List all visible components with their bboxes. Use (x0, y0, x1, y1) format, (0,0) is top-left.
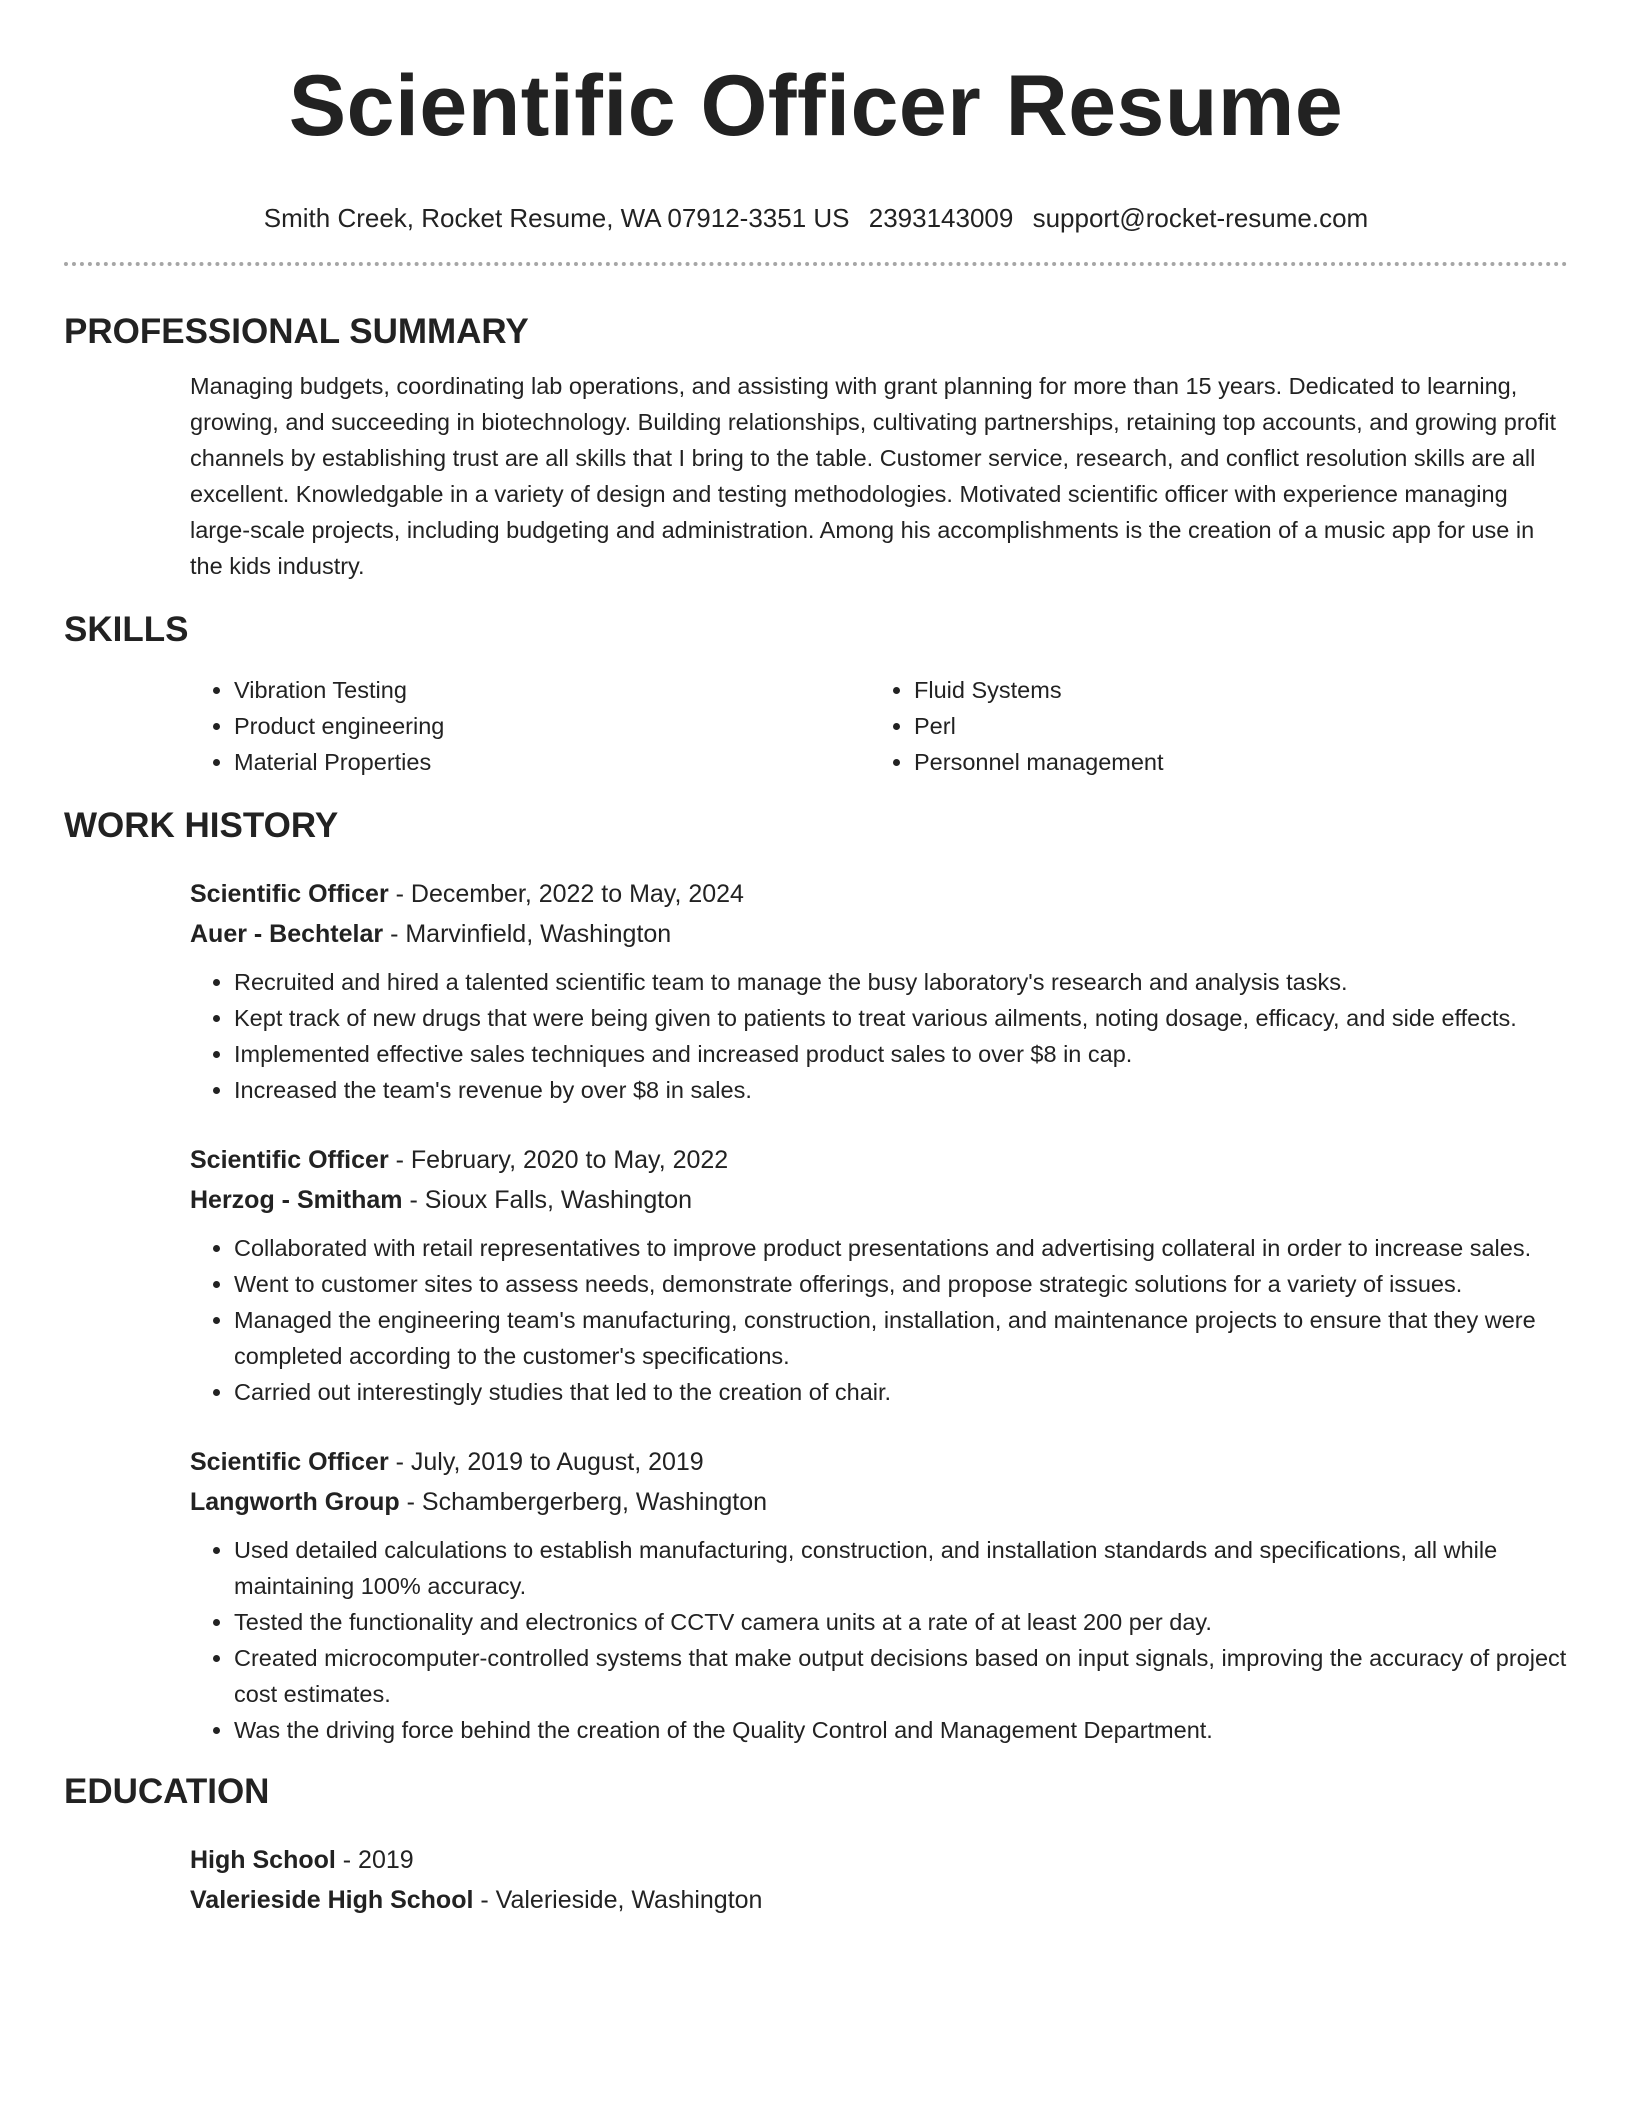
job-bullet: • Increased the team's revenue by over $8 in sales. (234, 1072, 1568, 1108)
skills-column-right (870, 672, 1550, 780)
skill-item: • Perl (914, 708, 1550, 744)
skills-column-left (190, 672, 870, 780)
skills-heading: SKILLS (64, 610, 189, 649)
skill-item: • Product engineering (234, 708, 870, 744)
education-entry (190, 1840, 1568, 1920)
job-dates: - December, 2022 to May, 2024 (388, 880, 744, 908)
job-title-line (190, 1140, 1568, 1180)
job-title-line (190, 1442, 1568, 1482)
contact-phone: 2393143009 (868, 203, 1014, 233)
job-bullet: • Used detailed calculations to establish manufacturing, construction, and installation standards and specifications, all while maintaining 100% accuracy. (234, 1532, 1568, 1604)
job-location: - Schambergerberg, Washington (399, 1488, 768, 1516)
education-heading: EDUCATION (64, 1772, 270, 1811)
job-bullet: • Collaborated with retail representatives to improve product presentations and advertising collateral in order to increase sales. (234, 1230, 1568, 1266)
job-bullet: • Implemented effective sales techniques and increased product sales to over $8 in cap. (234, 1036, 1568, 1072)
job-dates: - July, 2019 to August, 2019 (388, 1448, 704, 1476)
job-bullets (190, 964, 1568, 1108)
skill-item: • Vibration Testing (234, 672, 870, 708)
resume-page (64, 0, 1568, 1920)
education-school-line (190, 1880, 1568, 1920)
job-entry (190, 874, 1568, 1108)
skill-item: • Personnel management (914, 744, 1550, 780)
job-bullets (190, 1532, 1568, 1748)
job-bullet: • Kept track of new drugs that were being given to patients to treat various ailments, noting dosage, efficacy, and side effects. (234, 1000, 1568, 1036)
job-bullet: • Managed the engineering team's manufacturing, construction, installation, and maintenance projects to ensure that they were completed according to the customer's specifications. (234, 1302, 1568, 1374)
work-history-heading: WORK HISTORY (64, 806, 339, 845)
header-divider (64, 262, 1568, 266)
job-bullet: • Was the driving force behind the creation of the Quality Control and Management Department. (234, 1712, 1568, 1748)
job-title-line (190, 874, 1568, 914)
job-company-line (190, 914, 1568, 954)
resume-title: Scientific Officer Resume (288, 58, 1344, 154)
job-company-line (190, 1180, 1568, 1220)
skill-item: • Material Properties (234, 744, 870, 780)
skill-item: • Fluid Systems (914, 672, 1550, 708)
job-company: Auer - Bechtelar (190, 920, 384, 948)
job-dates: - February, 2020 to May, 2022 (388, 1146, 729, 1174)
job-bullet: • Tested the functionality and electronics of CCTV camera units at a rate of at least 200 per day. (234, 1604, 1568, 1640)
job-entry (190, 1442, 1568, 1748)
job-title: Scientific Officer (190, 1448, 389, 1476)
contact-address: Smith Creek, Rocket Resume, WA 07912-3351 US (263, 203, 850, 233)
job-title: Scientific Officer (190, 880, 389, 908)
job-bullet: • Carried out interestingly studies that led to the creation of chair. (234, 1374, 1568, 1410)
job-location: - Marvinfield, Washington (383, 920, 672, 948)
education-school: Valerieside High School (190, 1886, 474, 1914)
job-title: Scientific Officer (190, 1146, 389, 1174)
education-location: - Valerieside, Washington (473, 1886, 763, 1914)
education-degree-line (190, 1840, 1568, 1880)
job-company-line (190, 1482, 1568, 1522)
education-degree: High School (190, 1846, 336, 1874)
job-location: - Sioux Falls, Washington (402, 1186, 692, 1214)
job-bullet: • Went to customer sites to assess needs, demonstrate offerings, and propose strategic solutions for a variety of issues. (234, 1266, 1568, 1302)
job-bullet: • Recruited and hired a talented scientific team to manage the busy laboratory's research and analysis tasks. (234, 964, 1568, 1000)
job-bullet: • Created microcomputer-controlled systems that make output decisions based on input signals, improving the accuracy of project cost estimates. (234, 1640, 1568, 1712)
job-bullets (190, 1230, 1568, 1410)
job-company: Langworth Group (190, 1488, 400, 1516)
contact-info (64, 200, 1568, 236)
education-year: - 2019 (335, 1846, 414, 1874)
skills-list (190, 672, 1568, 780)
job-company: Herzog - Smitham (190, 1186, 403, 1214)
contact-email: support@rocket-resume.com (1032, 203, 1369, 233)
summary-heading: PROFESSIONAL SUMMARY (64, 312, 529, 351)
job-entry (190, 1140, 1568, 1410)
summary-text: Managing budgets, coordinating lab operations, and assisting with grant planning for more than 15 years. Dedicated to learning, growing, and succeeding in biotechnology. Building relationships, cultivating partnerships, retaining top accounts, and growing profit channels by establishing trust are all skills that I bring to the table. Customer service, research, and conflict resolution skills are all excellent. Knowledgable in a variety of design and testing methodologies. Motivated scientific officer with experience managing large-scale projects, including budgeting and administration. Among his accomplishments is the creation of a music app for use in the kids industry. (190, 373, 1557, 579)
